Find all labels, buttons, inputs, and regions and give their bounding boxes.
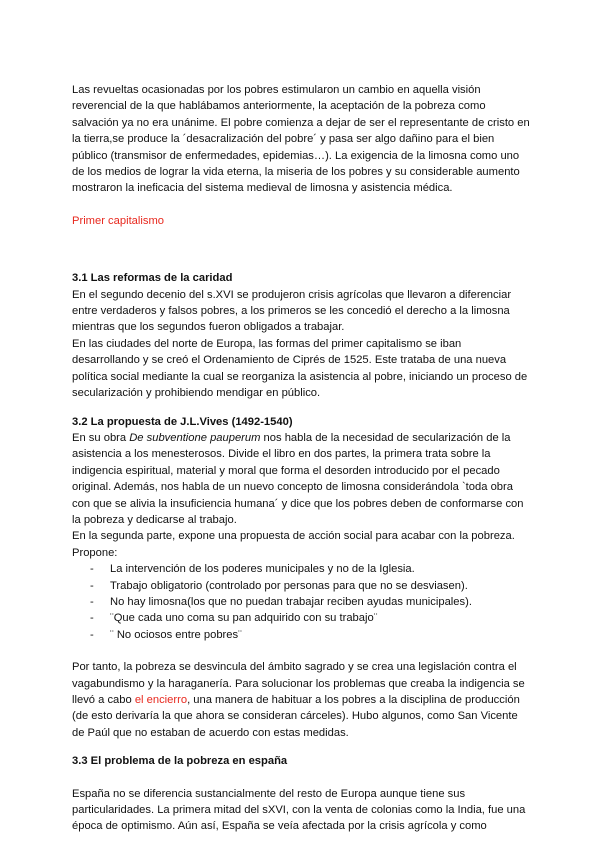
section-3-1-title: 3.1 Las reformas de la caridad — [72, 272, 233, 285]
list-item-text: Trabajo obligatorio (controlado por personas para que no se desviasen). — [110, 579, 468, 592]
section-3-2-paragraph-3 — [72, 659, 532, 741]
section-3-1-paragraph-1: En el segundo decenio del s.XVI se produjeron crisis agrícolas que llevaron a diferenciar entre verdaderos y falsos pobres, a los primeros se les concedió el derecho a la limosna mientras que los segundos fueron obligados a trabajar. — [72, 288, 512, 334]
p3-text-after: , una manera de habituar a los pobres a la disciplina de producción (de esto derivaría la que ahora se consideran cárceles). Hubo algunos, como San Vicente de Paúl que no estaban de acuerdo con estas medidas. — [72, 694, 520, 739]
list-item — [90, 561, 532, 577]
section-3-3-title: 3.3 El problema de la pobreza en españa — [72, 755, 288, 768]
list-dash: - — [90, 563, 94, 576]
list-item-text: ¨ No ociosos entre pobres¨ — [110, 628, 242, 641]
list-dash: - — [90, 595, 94, 608]
list-item-text: La intervención de los poderes municipales y no de la Iglesia. — [110, 563, 415, 576]
list-item — [90, 627, 532, 643]
list-item — [90, 594, 532, 610]
highlighted-term: el encierro — [134, 694, 188, 706]
p1-text-after: nos habla de la necesidad de secularización de la asistencia a los menesterosos. Divide el libro en dos partes, la primera trata sobre la indigencia espiritual, material y moral que forma el desorden introducido por el pecado original. Además, nos habla de un nuevo concepto de limosna considerándola `toda obra con que se alivia la insuficiencia humana´ y dice que los pobres deben de conformarse con la pobreza y dedicarse al trabajo. — [72, 431, 524, 526]
book-title: De subventione pauperum — [129, 431, 261, 444]
document-body — [72, 82, 532, 835]
proposals-list — [72, 561, 532, 643]
proposals-label: Propone: — [72, 546, 118, 559]
list-item-text: No hay limosna(los que no puedan trabajar reciben ayudas municipales). — [110, 595, 472, 608]
list-dash: - — [90, 612, 94, 625]
p3-text-before: Por tanto, la pobreza se desvincula del ámbito sagrado y se crea una legislación contra el vagabundismo y la haraganería. Para solucionar los problemas que creaba la indigencia se llevó a cabo — [72, 661, 525, 706]
section-3-2-paragraph-1 — [72, 430, 532, 528]
section-3-1-paragraph-2: En las ciudades del norte de Europa, las formas del primer capitalismo se iban desarrollando y se creó el Ordenamiento de Ciprés de 1525. Este trataba de una nueva política social mediante la cual se reorganiza la asistencia al pobre, iniciando un proceso de secularización y prohibiendo mendigar en público. — [72, 337, 528, 400]
section-3-2-paragraph-2: En la segunda parte, expone una propuesta de acción social para acabar con la pobreza. — [72, 530, 515, 543]
p1-text-before: En su obra — [72, 431, 130, 444]
list-item — [90, 610, 532, 626]
list-item-text: ¨Que cada uno coma su pan adquirido con su trabajo¨ — [110, 612, 378, 625]
intro-paragraph: Las revueltas ocasionadas por los pobres estimularon un cambio en aquella visión reverencial de la que hablábamos anteriormente, la aceptación de la pobreza como salvación ya no era unánime. El pobre comienza a dejar de ser el representante de cristo en la tierra,se produce la ´desacralización del pobre´ y pasa ser algo dañino para el bien público (transmisor de enfermedades, epidemias…). La exigencia de la limosna como uno de los medios de lograr la vida eterna, la miseria de los pobres y su considerable aumento mostraron la ineficacia del sistema medieval de limosna y asistencia médica. — [72, 84, 530, 195]
red-heading: Primer capitalismo — [72, 214, 165, 227]
section-3-3-paragraph-1: España no se diferencia sustancialmente del resto de Europa aunque tiene sus particularidades. La primera mitad del sXVI, con la venta de colonias como la India, fue una época de optimismo. Aún así, España se veía afectada por la crisis agrícola y como — [72, 787, 526, 833]
list-dash: - — [90, 579, 94, 592]
list-item — [90, 578, 532, 594]
list-dash: - — [90, 628, 94, 641]
section-3-2-title: 3.2 La propuesta de J.L.Vives (1492-1540) — [72, 415, 293, 428]
